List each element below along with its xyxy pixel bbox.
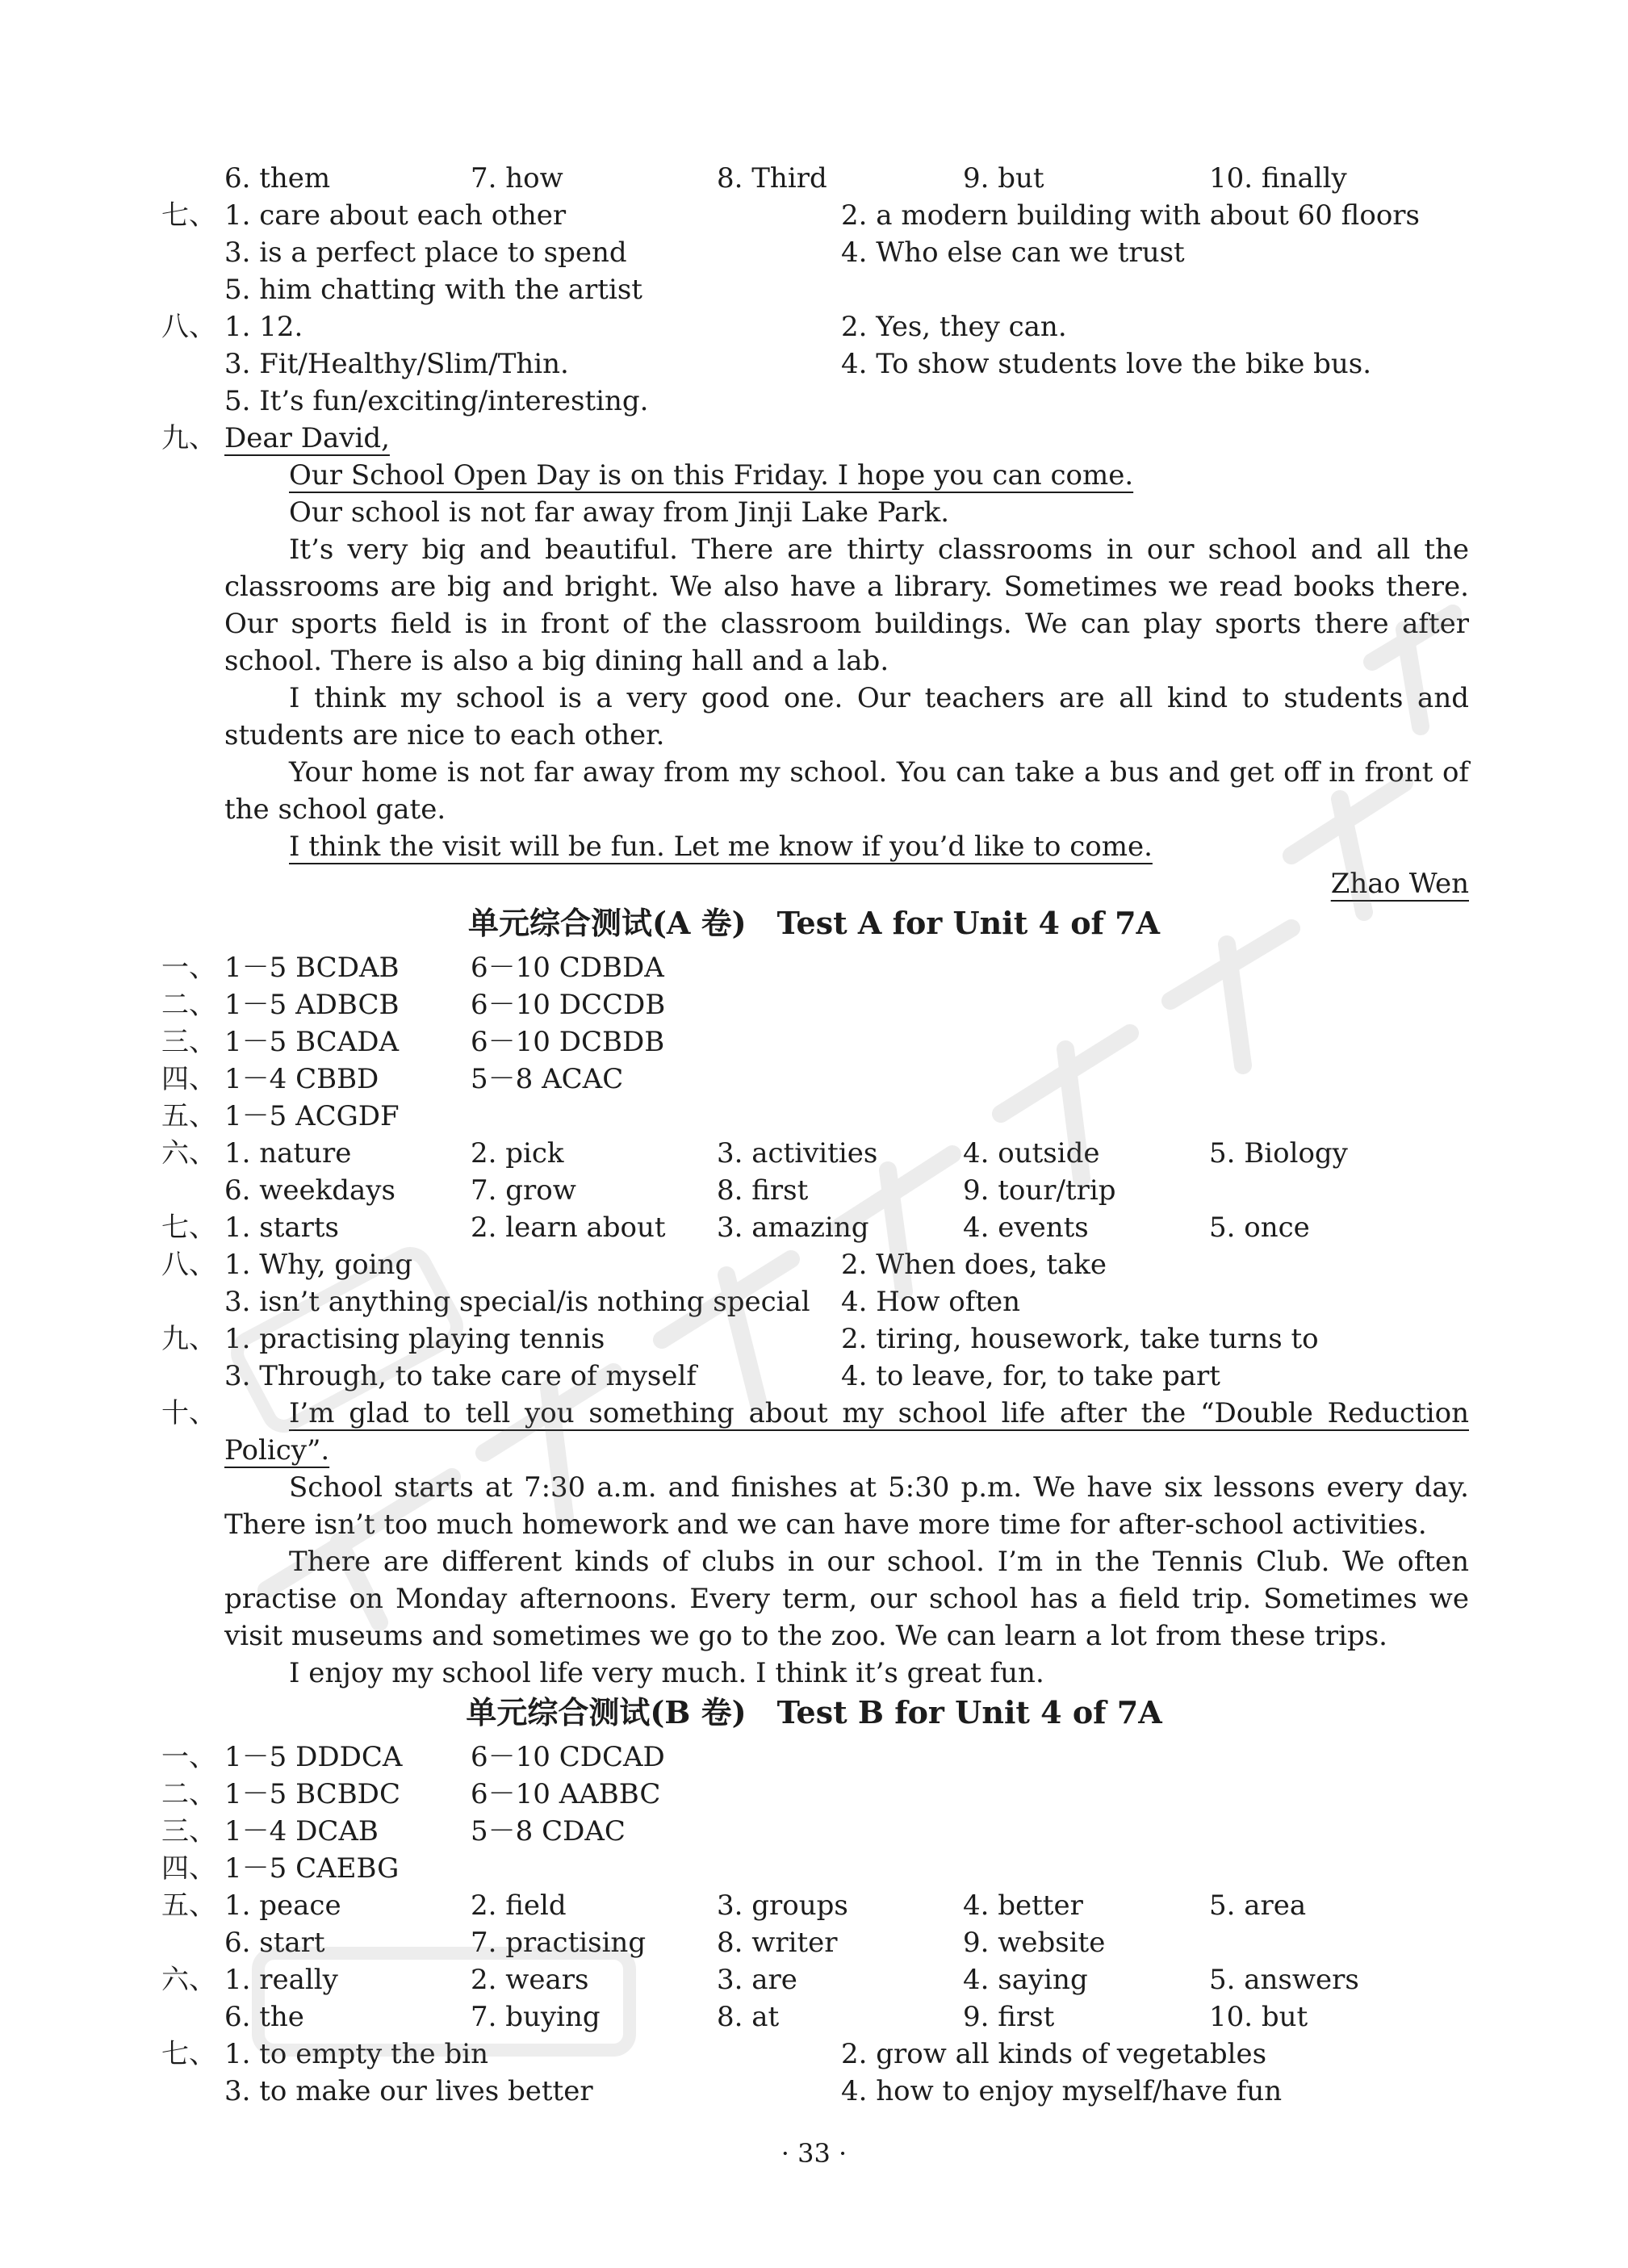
answer: 8. first: [717, 1174, 809, 1207]
answer: 2. learn about: [471, 1211, 666, 1244]
answer: 3. amazing: [717, 1211, 869, 1244]
answer: 9. but: [963, 162, 1044, 195]
section-marker: 七、: [161, 1211, 216, 1244]
answer: 9. website: [963, 1927, 1106, 1959]
answer: 3. are: [717, 1964, 797, 1996]
answer: 1－5 CAEBG: [224, 1852, 400, 1885]
answer: 3. activities: [717, 1137, 878, 1170]
test-b-title: 单元综合测试(B 卷) Test B for Unit 4 of 7A: [466, 1694, 1162, 1730]
answer: 4. to leave, for, to take part: [841, 1360, 1220, 1392]
answer: 4. saying: [963, 1964, 1088, 1996]
answer: 2. a modern building with about 60 floors: [841, 199, 1421, 232]
answer: 6－10 DCBDB: [471, 1026, 665, 1058]
section-marker: 五、: [161, 1889, 216, 1922]
answer: 1. 12.: [224, 311, 303, 343]
answer: 8. writer: [717, 1927, 838, 1959]
answer: 4. How often: [841, 1286, 1021, 1318]
section-marker: 五、: [161, 1100, 216, 1132]
section-marker: 九、: [161, 1323, 216, 1355]
answer: 10. finally: [1209, 162, 1347, 195]
answer: 4. better: [963, 1889, 1083, 1922]
section-marker: 六、: [161, 1137, 216, 1170]
answer: 10. but: [1209, 2001, 1308, 2033]
answer: 8. at: [717, 2001, 780, 2033]
section-marker: 二、: [161, 1778, 216, 1810]
answer: 3. groups: [717, 1889, 848, 1922]
answer: 1－5 BCDAB: [224, 952, 400, 984]
answer: 5－8 ACAC: [471, 1063, 624, 1095]
letter-line: Our school is not far away from Jinji Lake Park.: [289, 496, 950, 529]
answer: 7. how: [471, 162, 563, 195]
answer: 3. Fit/Healthy/Slim/Thin.: [224, 348, 569, 380]
answer: 7. buying: [471, 2001, 601, 2033]
section-marker: 八、: [161, 311, 216, 343]
answer: 2. When does, take: [841, 1249, 1107, 1281]
answer: 4. how to enjoy myself/have fun: [841, 2075, 1283, 2107]
answer: 2. field: [471, 1889, 567, 1922]
answer: 6－10 CDCAD: [471, 1741, 665, 1773]
answer: 2. grow all kinds of vegetables: [841, 2038, 1267, 2070]
answer: 1. starts: [224, 1211, 339, 1244]
section-marker: 七、: [161, 199, 216, 232]
answer: 1－4 DCAB: [224, 1815, 379, 1847]
section-marker: 十、: [161, 1397, 216, 1429]
letter-signature: Zhao Wen: [1330, 868, 1469, 900]
letter-opening: Our School Open Day is on this Friday. I hope you can come.: [289, 459, 1134, 492]
answer: 4. To show students love the bike bus.: [841, 348, 1372, 380]
letter-paragraph: It’s very big and beautiful. There are thirty classrooms in our school and all the classrooms are big and bright. We also have a library. Sometimes we read books there. Our sports field is in front of the classroom buildings. We can play sports there after school. There is also a big dining hall and a lab.: [224, 534, 1469, 677]
section-marker: 九、: [161, 422, 216, 454]
answer: 1. nature: [224, 1137, 352, 1170]
answer: 5. answers: [1209, 1964, 1359, 1996]
answer: 6. weekdays: [224, 1174, 395, 1207]
section-marker: 四、: [161, 1063, 216, 1095]
answer: 7. practising: [471, 1927, 647, 1959]
section-marker: 一、: [161, 952, 216, 984]
answer: 6－10 DCCDB: [471, 989, 666, 1021]
answer: 3. is a perfect place to spend: [224, 236, 627, 269]
answer: 5－8 CDAC: [471, 1815, 626, 1847]
answer: 5. It’s fun/exciting/interesting.: [224, 385, 649, 417]
answer: 2. tiring, housework, take turns to: [841, 1323, 1319, 1355]
letter-paragraph: Your home is not far away from my school. You can take a bus and get off in front of the school gate.: [224, 756, 1469, 826]
answer: 1. Why, going: [224, 1249, 413, 1281]
answer: 5. once: [1209, 1211, 1310, 1244]
answer: 1－5 BCADA: [224, 1026, 400, 1058]
answer: 6－10 AABBC: [471, 1778, 661, 1810]
essay-opening: I’m glad to tell you something about my school life after the “Double Reduction Policy”.: [224, 1397, 1469, 1467]
letter-closing: I think the visit will be fun. Let me know if you’d like to come.: [289, 831, 1153, 863]
answer: 1－5 BCBDC: [224, 1778, 400, 1810]
section-marker: 四、: [161, 1852, 216, 1885]
answer: 2. pick: [471, 1137, 564, 1170]
letter-salutation: Dear David,: [224, 422, 390, 454]
answer: 2. wears: [471, 1964, 589, 1996]
section-marker: 二、: [161, 989, 216, 1021]
answer: 1. practising playing tennis: [224, 1323, 605, 1355]
answer: 8. Third: [717, 162, 827, 195]
answer: 4. events: [963, 1211, 1089, 1244]
answer: 3. isn’t anything special/is nothing special: [224, 1286, 810, 1318]
answer: 1－4 CBBD: [224, 1063, 379, 1095]
answer: 2. Yes, they can.: [841, 311, 1067, 343]
answer: 1. peace: [224, 1889, 341, 1922]
essay-paragraph: School starts at 7:30 a.m. and finishes at 5:30 p.m. We have six lessons every day. There isn’t too much homework and we can have more time for after-school activities.: [224, 1471, 1469, 1541]
answer: 6. start: [224, 1927, 325, 1959]
essay-paragraph: I enjoy my school life very much. I think it’s great fun.: [289, 1657, 1044, 1689]
answer: 9. tour/trip: [963, 1174, 1116, 1207]
answer: 1－5 ACGDF: [224, 1100, 400, 1132]
section-marker: 六、: [161, 1964, 216, 1996]
answer: 3. Through, to take care of myself: [224, 1360, 697, 1392]
answer: 5. Biology: [1209, 1137, 1348, 1170]
answer: 5. him chatting with the artist: [224, 274, 642, 306]
essay-paragraph: There are different kinds of clubs in our school. I’m in the Tennis Club. We often practise on Monday afternoons. Every term, our school has a field trip. Sometimes we visit museums and sometimes we go to the zoo. We can learn a lot from these trips.: [224, 1546, 1469, 1652]
answer: 6. the: [224, 2001, 304, 2033]
test-a-title: 单元综合测试(A 卷) Test A for Unit 4 of 7A: [467, 905, 1161, 941]
section-marker: 三、: [161, 1026, 216, 1058]
answer: 5. area: [1209, 1889, 1307, 1922]
answer: 7. grow: [471, 1174, 576, 1207]
answer: 1－5 DDDCA: [224, 1741, 403, 1773]
answer: 4. outside: [963, 1137, 1100, 1170]
section-marker: 七、: [161, 2038, 216, 2070]
section-marker: 一、: [161, 1741, 216, 1773]
answer: 4. Who else can we trust: [841, 236, 1185, 269]
answer: 1－5 ADBCB: [224, 989, 400, 1021]
answer: 1. care about each other: [224, 199, 567, 232]
page-number: · 33 ·: [781, 2138, 847, 2169]
answer: 1. really: [224, 1964, 338, 1996]
answer: 9. first: [963, 2001, 1055, 2033]
answer: 3. to make our lives better: [224, 2075, 593, 2107]
section-marker: 八、: [161, 1249, 216, 1281]
answer: 6－10 CDBDA: [471, 952, 664, 984]
section-marker: 三、: [161, 1815, 216, 1847]
answer: 6. them: [224, 162, 331, 195]
letter-paragraph: I think my school is a very good one. Our teachers are all kind to students and students are nice to each other.: [224, 682, 1469, 751]
answer: 1. to empty the bin: [224, 2038, 489, 2070]
